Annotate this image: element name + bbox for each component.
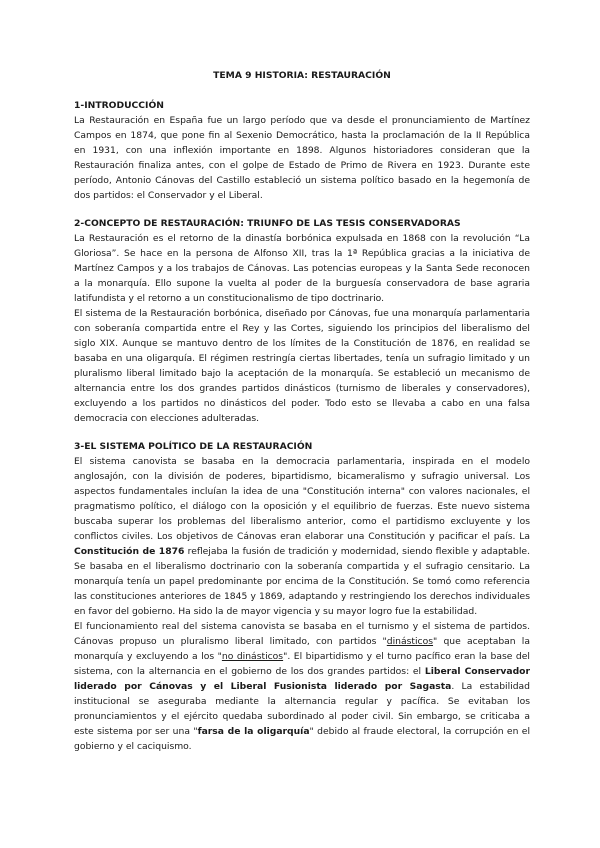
paragraph: La Restauración en España fue un largo período que va desde el pronunciamiento de Martínez Campos en 1874, que pone fin al Sexenio Democrático, hasta la proclamación de la II República en 1931, con una inflexión importante en 1898. Algunos historiadores consideran que la Restauración finaliza antes, con el golpe de Estado de Primo de Rivera en 1923. Durante este período, Antonio Cánovas del Castillo estableció un sistema político basado en la hegemonía de dos partidos: el Conservador y el Liberal. [74, 115, 530, 201]
section-heading: 1-INTRODUCCIÓN [74, 100, 164, 111]
document-page [74, 70, 530, 767]
text-run: El sistema canovista se basaba en la democracia parlamentaria, inspirada en el modelo anglosajón, con la división de poderes, bipartidismo, bicameralismo y sufragio universal. Los aspectos fundamentales incluían la idea de una "Constitución interna" con valores nacionales, el pragmatismo político, el diálogo con la oposición y el equilibrio de fuerzas. Este nuevo sistema buscaba superar los problemas del liberalismo anterior, como el partidismo excluyente y los conflictos civiles. Los objetivos de Cánovas eran elaborar una Constitución y pacificar el país. La [74, 456, 530, 542]
bold-text: Constitución de 1876 [74, 546, 185, 557]
paragraph: La Restauración es el retorno de la dinastía borbónica expulsada en 1868 con la revolución “La Gloriosa”. Se hace en la persona de Alfonso XII, tras la 1ª República gracias a la iniciativa de Martínez Campos y a los trabajos de Cánovas. Las potencias europeas y la Santa Sede reconocen a la monarquía. Ello supone la vuelta al poder de la burguesía conservadora de base agraria latifundista y el retorno a un constitucionalismo de tipo doctrinario. [74, 233, 530, 304]
section-concepto [74, 216, 530, 426]
text-run: " debido al fraude electoral, la corrupción en el gobierno y el caciquismo. [74, 726, 530, 752]
text-run: " que aceptaban la monarquía y excluyendo a los " [74, 636, 530, 662]
paragraph [74, 619, 530, 754]
text-run: ". El bipartidismo y el turno pacífico eran la base del sistema, con la alternancia en el gobierno de los dos grandes partidos: el [74, 651, 530, 677]
section-introduccion [74, 98, 530, 203]
section-heading: 3-EL SISTEMA POLÍTICO DE LA RESTAURACIÓN [74, 441, 313, 452]
text-run: . La estabilidad institucional se aseguraba mediante la alternancia regular y pacífica. Se evitaban los pronunciamientos y el ejército quedaba subordinado al poder civil. Sin embargo, se criticaba a este sistema por ser una " [74, 681, 530, 737]
section-heading: 2-CONCEPTO DE RESTAURACIÓN: TRIUNFO DE LAS TESIS CONSERVADORAS [74, 218, 461, 229]
bold-text: farsa de la oligarquía [197, 726, 310, 737]
paragraph: El sistema de la Restauración borbónica, diseñado por Cánovas, fue una monarquía parlamentaria con soberanía compartida entre el Rey y las Cortes, siguiendo los principios del liberalismo del siglo XIX. Aunque se mantuvo dentro de los límites de la Constitución de 1876, en realidad se basaba en una oligarquía. El régimen restringía ciertas libertades, tenía un sufragio limitado y un pluralismo liberal limitado bajo la aceptación de la monarquía. Se estableció un mecanismo de alternancia entre los dos grandes partidos dinásticos (turnismo de liberales y conservadores), excluyendo a los partidos no dinásticos del poder. Todo esto se llevaba a cabo en una falsa democracia con elecciones adulteradas. [74, 308, 530, 424]
underlined-text: no dinásticos [221, 651, 284, 662]
bold-text: Liberal Conservador liderado por Cánovas y el Liberal Fusionista liderado por Sagasta [74, 666, 530, 692]
underlined-text: dinásticos [386, 636, 434, 647]
text-run: reflejaba la fusión de tradición y modernidad, siendo flexible y adaptable. Se basaba en el liberalismo doctrinario con la soberanía compartida y el sufragio censitario. La monarquía tenía un papel predominante por encima de la Constitución. Se tomó como referencia las constituciones anteriores de 1845 y 1869, adaptando y restringiendo los derechos individuales en favor del gobierno. Ha sido la de mayor vigencia y su mayor logro fue la estabilidad. [74, 546, 530, 617]
text-run: El funcionamiento real del sistema canovista se basaba en el turnismo y el sistema de partidos. Cánovas propuso un pluralismo liberal limitado, con partidos " [74, 621, 530, 647]
paragraph [74, 454, 530, 619]
document-title: TEMA 9 HISTORIA: RESTAURACIÓN [213, 70, 391, 81]
section-sistema-politico [74, 439, 530, 754]
